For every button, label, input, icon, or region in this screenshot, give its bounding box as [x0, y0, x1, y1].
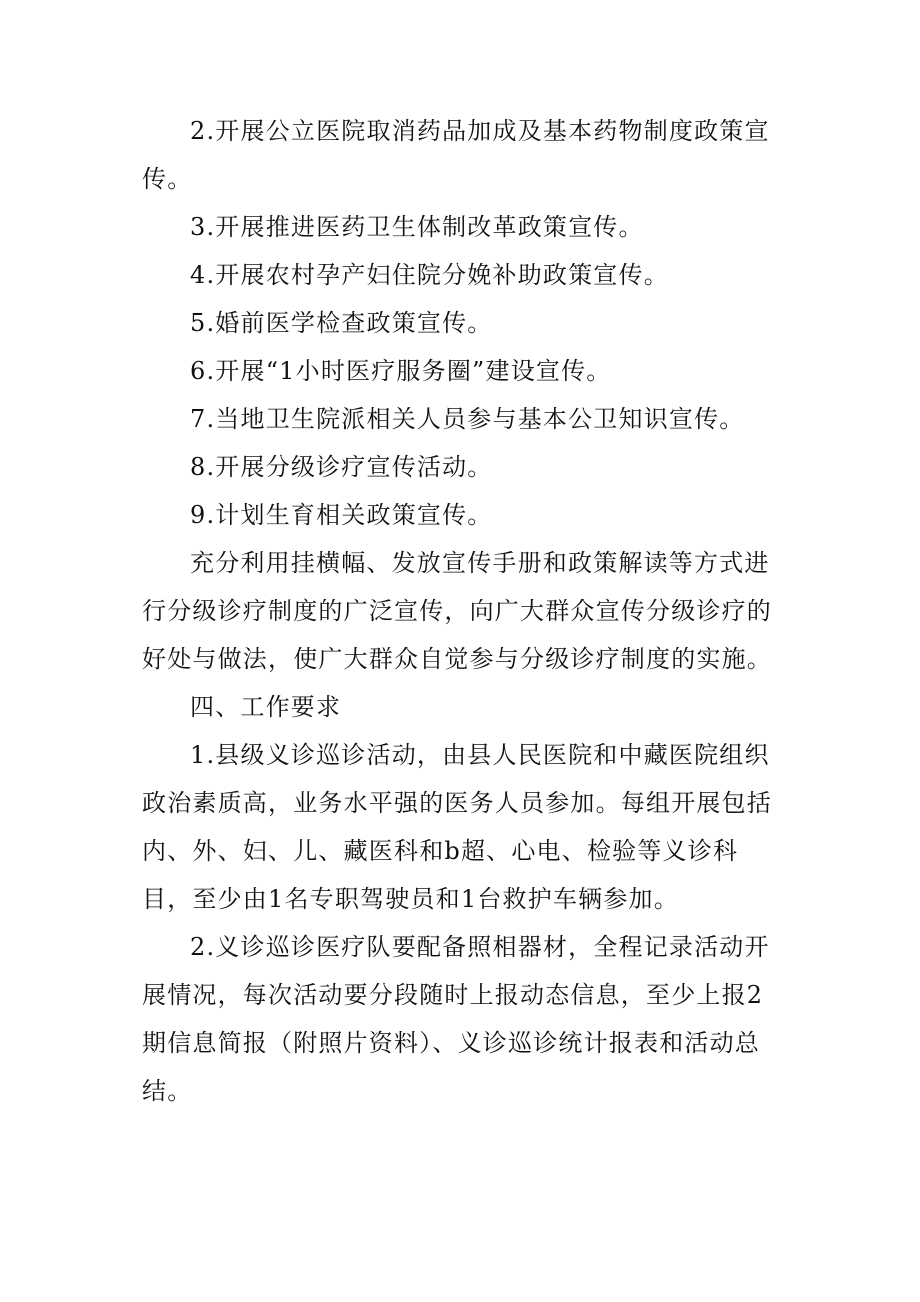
paragraph-one-hour-service-circle: 6.开展“1小时医疗服务圈”建设宣传。 — [190, 357, 612, 385]
paragraph-county-clinic-tour: 1.县级义诊巡诊活动，由县人民医院和中藏医院组织政治素质高，业务水平强的医务人员参加。每组开展包括内、外、妇、儿、藏医科和b超、心电、检验等义诊科目，至少由1名专职驾驶员和1台救护车辆参加。 — [142, 741, 772, 913]
paragraph-rural-delivery-subsidy: 4.开展农村孕产妇住院分娩补助政策宣传。 — [190, 261, 669, 289]
paragraph-photo-and-reporting: 2.义诊巡诊医疗队要配备照相器材，全程记录活动开展情况，每次活动要分段随时上报动态信息，至少上报2期信息简报（附照片资料）、义诊巡诊统计报表和活动总结。 — [142, 933, 770, 1105]
section-heading-work-requirements: 四、工作要求 — [190, 693, 342, 721]
paragraph-medical-reform-policy: 3.开展推进医药卫生体制改革政策宣传。 — [190, 213, 644, 241]
paragraph-premarital-check: 5.婚前医学检查政策宣传。 — [190, 309, 493, 337]
paragraph-public-health-knowledge: 7.当地卫生院派相关人员参与基本公卫知识宣传。 — [190, 405, 745, 433]
paragraph-public-hospital-policy: 2.开展公立医院取消药品加成及基本药物制度政策宣传。 — [142, 117, 770, 193]
paragraph-tiered-diagnosis-activity: 8.开展分级诊疗宣传活动。 — [190, 453, 493, 481]
paragraph-publicity-methods: 充分利用挂横幅、发放宣传手册和政策解读等方式进行分级诊疗制度的广泛宣传，向广大群众宣传分级诊疗的好处与做法，使广大群众自觉参与分级诊疗制度的实施。 — [142, 549, 772, 673]
paragraph-family-planning-policy: 9.计划生育相关政策宣传。 — [190, 501, 493, 529]
